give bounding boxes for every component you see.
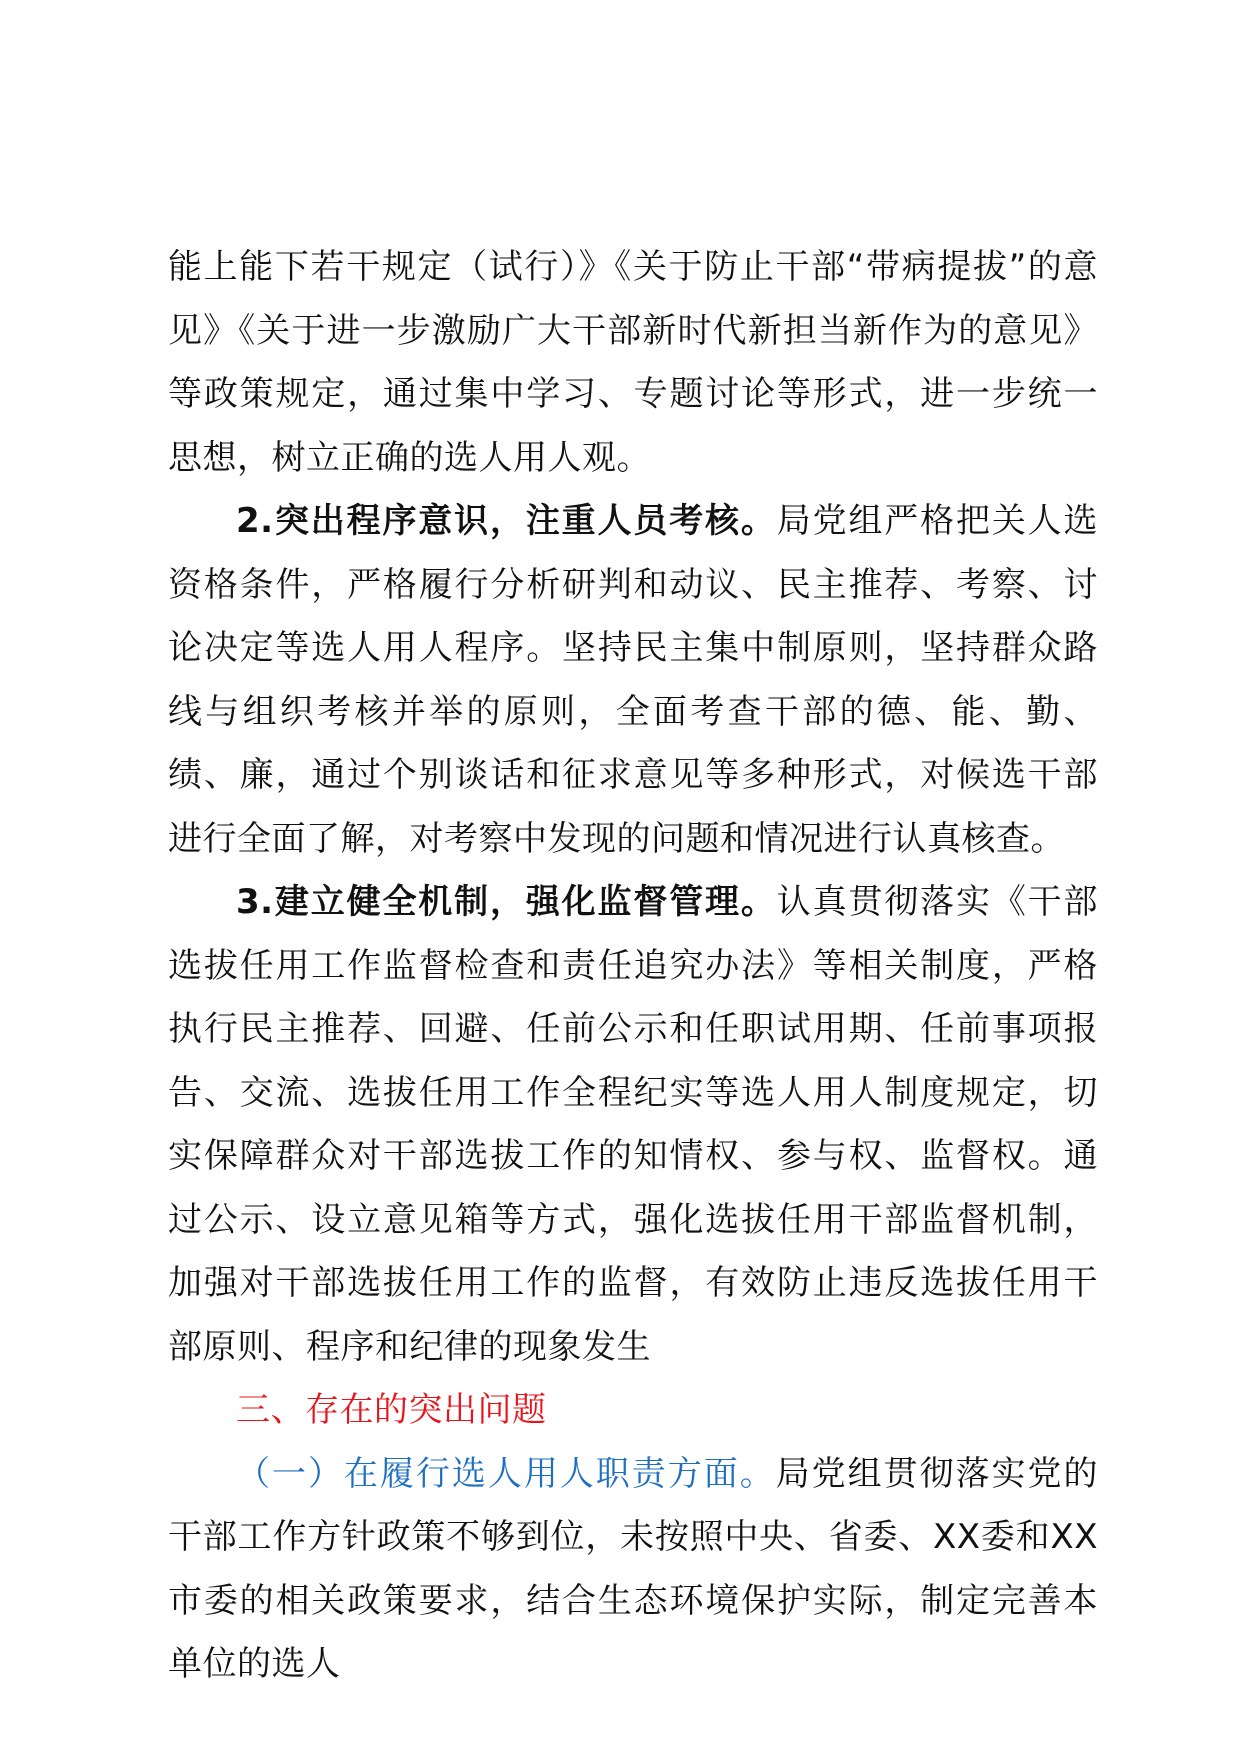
subsection-heading: （一）在履行选人用人职责方面。 [236,1453,776,1494]
section-heading: 三、存在的突出问题 [236,1390,547,1430]
document-body [168,236,1098,1697]
paragraph-continuation [168,236,1098,490]
paragraph-lead: 2.突出程序意识，注重人员考核。 [236,501,777,541]
paragraph-text: 局党组严格把关人选资格条件，严格履行分析研判和动议、民主推荐、考察、讨论决定等选人用人程序。坚持民主集中制原则，坚持群众路线与组织考核并举的原则，全面考查干部的德、能、勤、绩、廉，通过个别谈话和征求意见等多种形式，对候选干部进行全面了解，对考察中发现的问题和情况进行认真核查。 [168,501,1099,859]
paragraph-subsection [168,1443,1098,1697]
paragraph-text: 局党组贯彻落实党的干部工作方针政策不够到位，未按照中央、省委、XX委和XX市委的相关政策要求，结合生态环境保护实际，制定完善本单位的选人 [168,1453,1099,1684]
paragraph-text: 能上能下若干规定（试行）》《关于防止干部“带病提拔”的意见》《关于进一步激励广大干部新时代新担当新作为的意见》等政策规定，通过集中学习、专题讨论等形式，进一步统一思想，树立正确的选人用人观。 [168,247,1098,478]
paragraph-text: 认真贯彻落实《干部选拔任用工作监督检查和责任追究办法》等相关制度，严格执行民主推荐、回避、任前公示和任职试用期、任前事项报告、交流、选拔任用工作全程纪实等选人用人制度规定，切实保障群众对干部选拔工作的知情权、参与权、监督权。通过公示、设立意见箱等方式，强化选拔任用干部监督机制，加强对干部选拔任用工作的监督，有效防止违反选拔任用干部原则、程序和纪律的现象发生 [168,882,1099,1367]
paragraph-mechanism [168,871,1098,1379]
paragraph-lead: 3.建立健全机制，强化监督管理。 [236,882,777,922]
paragraph-procedure [168,490,1098,871]
